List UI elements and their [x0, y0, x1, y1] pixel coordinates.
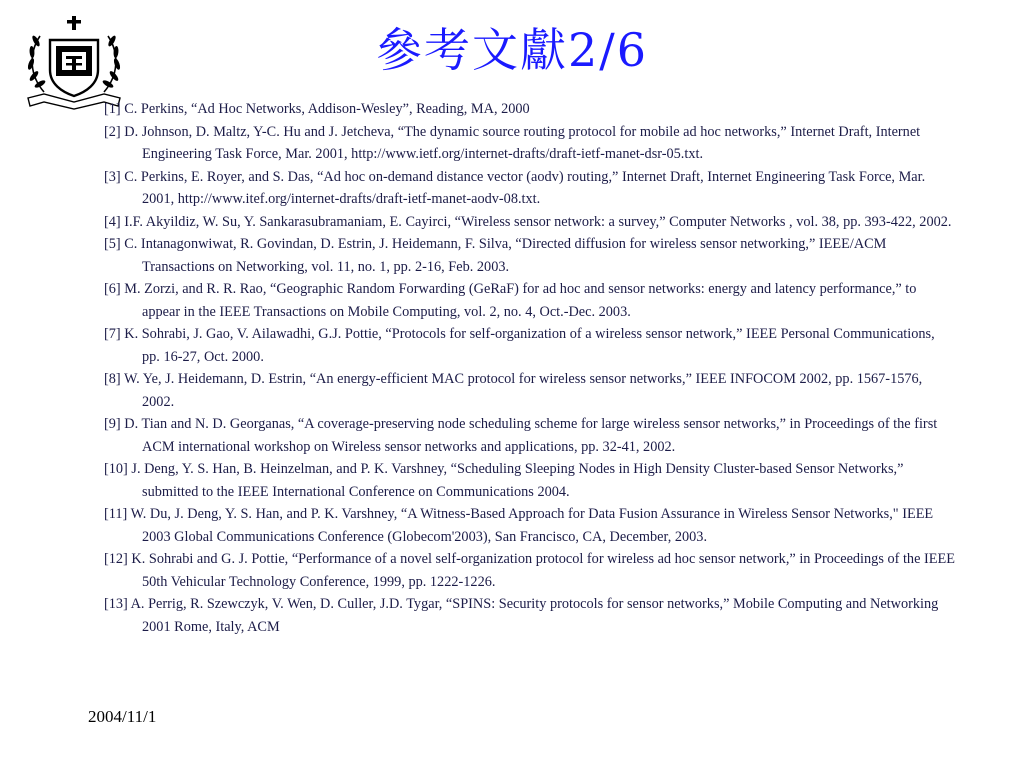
reference-item: [6] M. Zorzi, and R. R. Rao, “Geographic Random Forwarding (GeRaF) for ad hoc and sensor networks: energy and latency performance,” to appear in the IEEE Transactions on Mobile Computing, vol. 2, no. 4, Oct.-Dec. 2003. [104, 281, 917, 320]
reference-item: [12] K. Sohrabi and G. J. Pottie, “Performance of a novel self-organization protocol for wireless ad hoc sensor network,” in Proceedings of the IEEE 50th Vehicular Technology Conference, 1999, pp. 1222-1226. [104, 551, 955, 590]
reference-item: [13] A. Perrig, R. Szewczyk, V. Wen, D. Culler, J.D. Tygar, “SPINS: Security protocols for sensor networks,” Mobile Computing and Networking 2001 Rome, Italy, ACM [104, 596, 939, 635]
reference-item: [3] C. Perkins, E. Royer, and S. Das, “Ad hoc on-demand distance vector (aodv) routing,” Internet Draft, Internet Engineering Task Force, Mar. 2001, http://www.itef.org/internet-drafts/draft-ietf-manet-aodv-08.txt. [104, 168, 926, 207]
reference-item: [2] D. Johnson, D. Maltz, Y-C. Hu and J. Jetcheva, “The dynamic source routing protocol for mobile ad hoc networks,” Internet Draft, Internet Engineering Task Force, Mar. 2001, http://www.ietf.org/internet-drafts/draft-ietf-manet-dsr-05.txt. [104, 123, 921, 162]
reference-item: [5] C. Intanagonwiwat, R. Govindan, D. Estrin, J. Heidemann, F. Silva, “Directed diffusion for wireless sensor networking,” IEEE/ACM Transactions on Networking, vol. 11, no. 1, pp. 2-16, Feb. 2003. [104, 236, 887, 275]
reference-item: [1] C. Perkins, “Ad Hoc Networks, Addison-Wesley”, Reading, MA, 2000 [104, 101, 530, 117]
slide-title: 參考文獻2/6 [375, 23, 649, 77]
reference-item: [8] W. Ye, J. Heidemann, D. Estrin, “An energy-efficient MAC protocol for wireless sensor networks,” IEEE INFOCOM 2002, pp. 1567-1576, 2002. [104, 371, 923, 410]
reference-item: [10] J. Deng, Y. S. Han, B. Heinzelman, and P. K. Varshney, “Scheduling Sleeping Nodes in High Density Cluster-based Sensor Networks,” submitted to the IEEE International Conference on Communications 2004. [104, 461, 904, 500]
reference-item: [7] K. Sohrabi, J. Gao, V. Ailawadhi, G.J. Pottie, “Protocols for self-organization of a wireless sensor network,” IEEE Personal Communications, pp. 16-27, Oct. 2000. [104, 326, 935, 365]
slide-date: 2004/11/1 [88, 707, 157, 726]
reference-item: [11] W. Du, J. Deng, Y. S. Han, and P. K. Varshney, “A Witness-Based Approach for Data Fusion Assurance in Wireless Sensor Networks," IEEE 2003 Global Communications Conference (Globecom'2003), San Francisco, CA, December, 2003. [104, 506, 934, 545]
reference-list [104, 98, 956, 638]
reference-item: [4] I.F. Akyildiz, W. Su, Y. Sankarasubramaniam, E. Cayirci, “Wireless sensor network: a survey,” Computer Networks , vol. 38, pp. 393-422, 2002. [104, 213, 952, 230]
reference-item: [9] D. Tian and N. D. Georganas, “A coverage-preserving node scheduling scheme for large wireless sensor networks,” in Proceedings of the first ACM international workshop on Wireless sensor networks and applications, pp. 32-41, 2002. [104, 416, 938, 455]
